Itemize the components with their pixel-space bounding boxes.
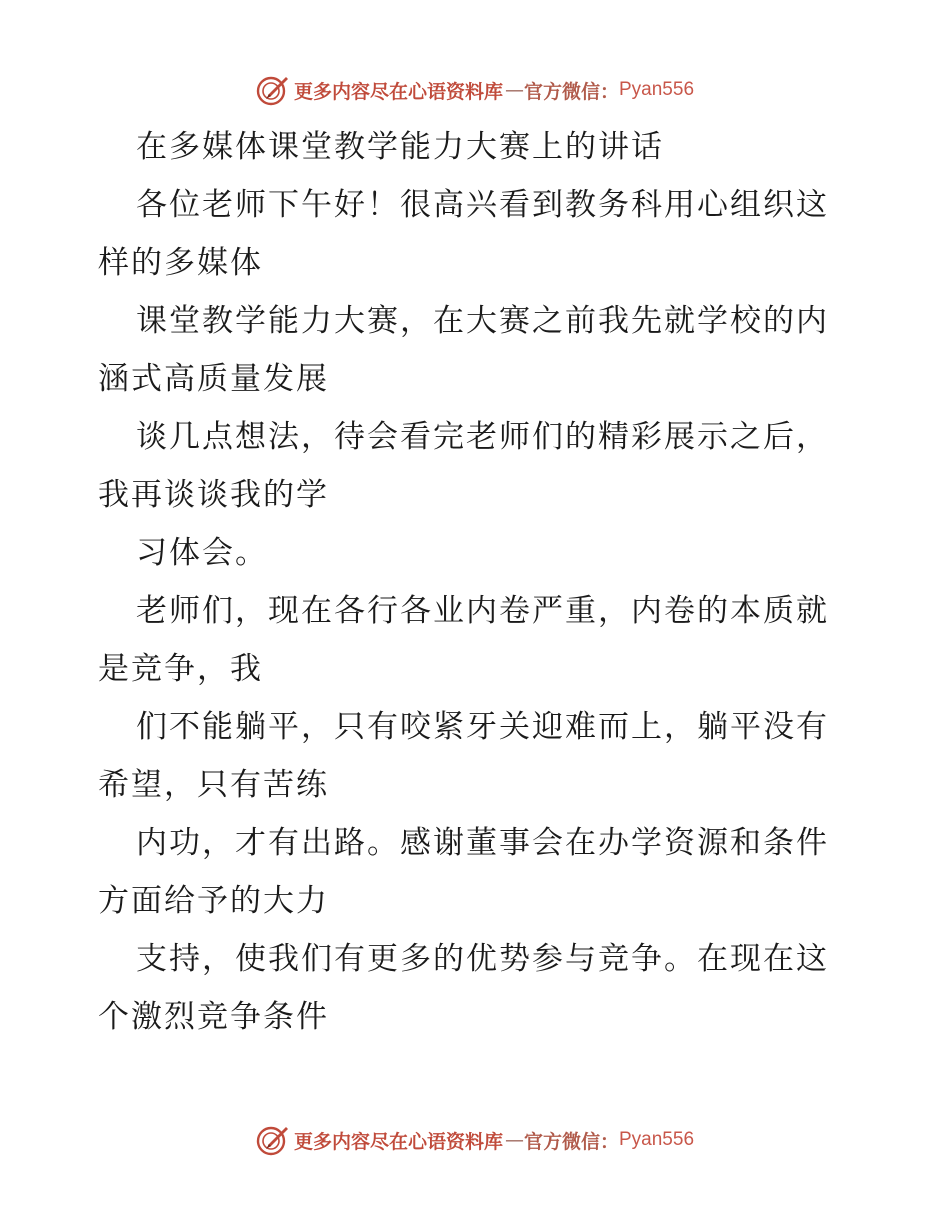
wechat-id: Pyan556	[619, 1129, 695, 1150]
quill-pen-logo-icon	[256, 1123, 290, 1157]
paragraph: 支持，使我们有更多的优势参与竞争。在现在这个激烈竞争条件	[98, 941, 829, 1035]
paragraph: 们不能躺平，只有咬紧牙关迎难而上，躺平没有希望，只有苦练	[98, 709, 829, 803]
document-title: 在多媒体课堂教学能力大赛上的讲话	[136, 129, 664, 165]
banner-dash: —	[504, 1129, 524, 1151]
footer-banner	[0, 1120, 950, 1160]
paragraph: 习体会。	[136, 535, 268, 571]
wechat-label: 官方微信：	[523, 80, 619, 103]
header-banner	[0, 70, 950, 110]
banner-dash: —	[504, 79, 524, 101]
banner-text: 更多内容尽在心语资料库	[293, 1130, 503, 1153]
wechat-label: 官方微信：	[523, 1130, 619, 1153]
document-body	[98, 118, 858, 1046]
paragraph: 各位老师下午好！很高兴看到教务科用心组织这样的多媒体	[98, 187, 829, 281]
banner-text: 更多内容尽在心语资料库	[293, 80, 503, 103]
wechat-id: Pyan556	[619, 79, 695, 100]
paragraph: 老师们，现在各行各业内卷严重，内卷的本质就是竞争，我	[98, 593, 829, 687]
quill-pen-logo-icon	[256, 73, 290, 107]
paragraph: 谈几点想法，待会看完老师们的精彩展示之后，我再谈谈我的学	[98, 419, 829, 513]
paragraph: 内功，才有出路。感谢董事会在办学资源和条件方面给予的大力	[98, 825, 829, 919]
paragraph: 课堂教学能力大赛，在大赛之前我先就学校的内涵式高质量发展	[98, 303, 829, 397]
